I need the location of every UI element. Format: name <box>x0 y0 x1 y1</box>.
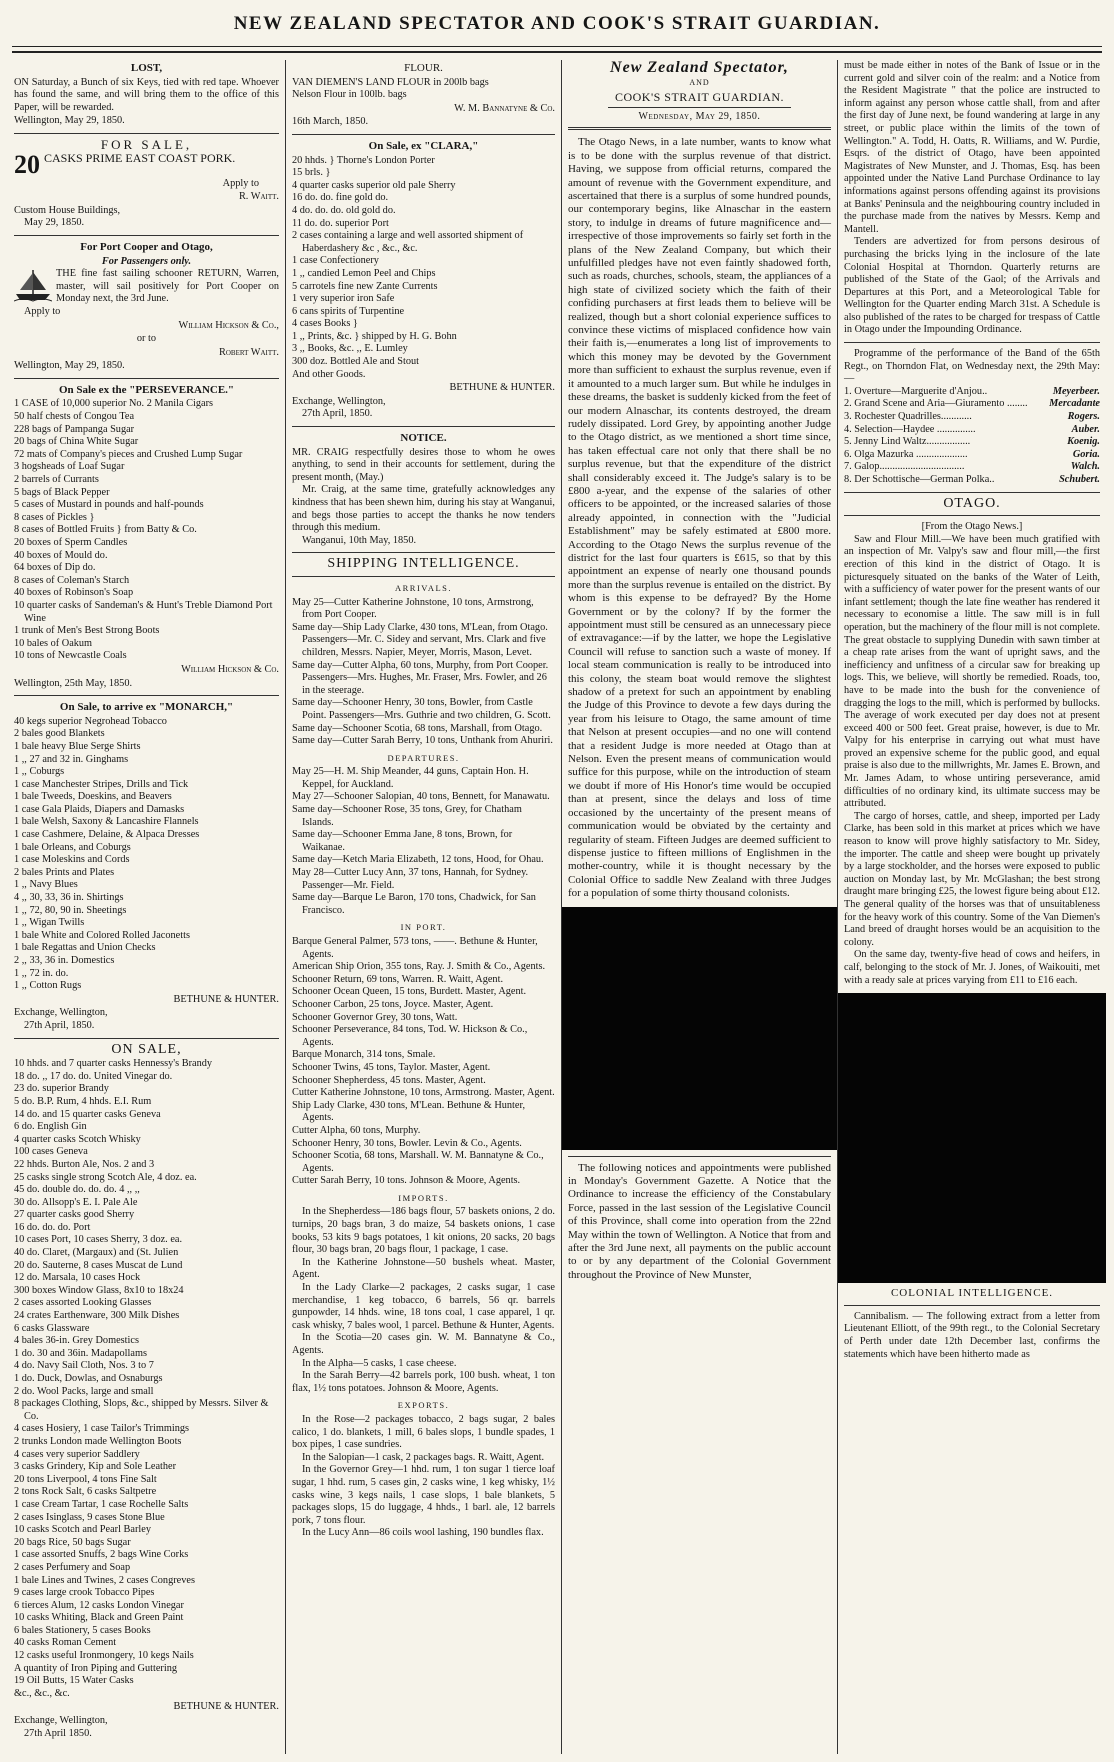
clara-list <box>292 155 555 382</box>
notice-body2: Mr. Craig, at the same time, gratefully acknowledges any kindness that has been shewn him, during his stay at Wanganui, and begs those parties to accept the thanks he now tenders through this medium. <box>292 484 555 534</box>
shipping-section <box>292 558 555 1540</box>
divider <box>292 576 555 577</box>
programme-row <box>844 461 1100 474</box>
list-item: 2 cases Isinglass, 9 cases Stone Blue <box>14 1511 165 1523</box>
masthead-title: NEW ZEALAND SPECTATOR AND COOK'S STRAIT GUARDIAN. <box>233 13 881 34</box>
list-item: 72 mats of Company's pieces and Crushed Lump Sugar <box>14 448 243 460</box>
list-item: In the Salopian—1 cask, 2 packages bags. R. Waitt, Agent. <box>302 1451 545 1463</box>
on-sale-list <box>14 1058 279 1700</box>
list-item: In the Lucy Ann—86 coils wool lashing, 190 bundles flax. <box>302 1527 544 1539</box>
list-item: 11 do. do. superior Port <box>292 217 389 229</box>
list-item: 1 bale Welsh, Saxony & Lancashire Flannels <box>14 816 199 828</box>
list-item: 10 quarter casks of Sandeman's & Hunt's Treble Diamond Port Wine <box>14 599 273 624</box>
list-item: 25 casks single strong Scotch Ale, 4 doz. ea. <box>14 1171 197 1183</box>
list-item: Barque General Palmer, 573 tons, ——. Bethune & Hunter, Agents. <box>292 936 538 960</box>
list-item: 16 do. do. fine gold do. <box>292 192 389 204</box>
arrivals-title: ARRIVALS. <box>394 582 453 593</box>
list-item: 8 cases of Bottled Fruits } from Batty & Co. <box>14 524 197 536</box>
for-sale-name: R. Waitt. <box>238 191 279 203</box>
programme-piece: 6. Olga Mazurka .................... <box>844 448 968 460</box>
list-item: 1 bale Lines and Twines, 2 cases Congreves <box>14 1574 195 1586</box>
flour-notice <box>292 62 555 129</box>
list-item: 1 ,, 72, 80, 90 in. Sheetings <box>14 904 127 916</box>
list-item: 6 bales Stationery, 5 cases Books <box>14 1624 151 1636</box>
divider <box>292 426 555 427</box>
divider <box>292 134 555 135</box>
list-item: 3 casks Grindery, Kip and Sole Leather <box>14 1461 177 1473</box>
list-item: 1 case assorted Snuffs, 2 bags Wine Corks <box>14 1549 189 1561</box>
list-item: 4 cases Hosiery, 1 case Tailor's Trimmings <box>14 1423 190 1435</box>
port-cooper-or: or to <box>136 333 157 345</box>
list-item: A quantity of Iron Piping and Guttering <box>14 1662 178 1674</box>
list-item: 2 cases containing a large and well assorted shipment of Haberdashery &c , &c., &c. <box>292 230 524 254</box>
list-item: 20 bags Rice, 50 bags Sugar <box>14 1536 131 1548</box>
list-item: Cutter Sarah Berry, 10 tons. Johnson & Moore, Agents. <box>292 1175 521 1187</box>
column-1 <box>8 60 286 1754</box>
list-item: Barque Monarch, 314 tons, Smale. <box>292 1049 436 1061</box>
port-cooper-name2: Robert Waitt. <box>218 346 279 358</box>
list-item: 1 case Moleskins and Cords <box>14 854 130 866</box>
list-item: And other Goods. <box>292 368 366 380</box>
programme-row <box>844 436 1100 449</box>
on-sale-place: Exchange, Wellington, <box>14 1715 108 1727</box>
list-item: 1 ,, Wigan Twills <box>14 917 85 929</box>
masthead-rule <box>12 46 1102 53</box>
list-item: 15 brls. } <box>292 167 331 179</box>
list-item: Same day—Schooner Scotia, 68 tons, Marshall, from Otago. <box>292 722 543 734</box>
list-item: 4 bales 36-in. Grey Domestics <box>14 1335 139 1347</box>
gazette-notices: The following notices and appointments were published in Monday's Government Gazette. A Notice that the Ordinance to increase the efficiency of the Constabulary Force, passed in the last session of the Legislative Council of this Province, shall come into operation from the 22nd May within the town of Wellington. A Notice that from and after the 3rd June next, all payments on the public account to or by any department of the Colonial Government throughout the Province of New Munster, <box>568 1161 831 1281</box>
lost-date: Wellington, May 29, 1850. <box>14 115 125 127</box>
imports-list <box>292 1206 555 1395</box>
column-3 <box>562 60 838 1754</box>
list-item: 5 cases of Mustard in pounds and half-pounds <box>14 499 204 511</box>
in-port-title: IN PORT. <box>400 922 447 933</box>
otago-body2: The cargo of horses, cattle, and sheep, imported per Lady Clarke, has been sold in this market at prices which we have reason to know will prove highly satisfactory to Mr. Sidey, the importer. The cattle and sheep were bought up privately by a large stockholder, and the horses were exposed to public auction on Monday last, by Mr. McGlashan; the best strong draught mare bringing £25, the lowest figure being about £12. The general quality of the horses was that of unsuitableness for the heavy work of this country. Some of the Van Diemen's Land breed of draught horses would be an acquisition to the colony. <box>844 810 1100 948</box>
port-cooper-date: Wellington, May 29, 1850. <box>14 360 125 372</box>
otago-title: OTAGO. <box>943 495 1001 511</box>
list-item: 1 CASE of 10,000 superior No. 2 Manila Cigars <box>14 398 214 410</box>
craig-notice <box>292 432 555 547</box>
programme-composer: Koenig. <box>1067 436 1100 448</box>
list-item: 30 do. Allsopp's E. I. Pale Ale <box>14 1196 138 1208</box>
for-sale-body <box>14 152 279 178</box>
on-sale-title: ON SALE, <box>111 1041 182 1057</box>
list-item: 3 hogsheads of Loaf Sugar <box>14 461 125 473</box>
list-item: Same day—Ship Lady Clarke, 430 tons, M'Lean, from Otago. Passengers—Mr. C. Sidey and servant, Mrs. Clark and five children, Messrs. Napier, Meyer, Morris, Mason, Levet. <box>292 621 548 658</box>
otago-source: [From the Otago News.] <box>921 521 1023 533</box>
list-item: In the Sarah Berry—42 barrels pork, 100 bush. wheat, 1 ton flax, 1½ tons potatoes. Johnson & Moore, Agents. <box>292 1370 555 1394</box>
programme-piece: 5. Jenny Lind Waltz................. <box>844 436 971 448</box>
list-item: 300 boxes Window Glass, 8x10 to 18x24 <box>14 1284 184 1296</box>
list-item: 8 cases of Pickles } <box>14 511 95 523</box>
list-item: 228 bags of Pampanga Sugar <box>14 423 135 435</box>
ship-icon <box>14 268 52 302</box>
programme-piece: 2. Grand Scene and Aria—Giuramento ........ <box>844 398 1028 410</box>
list-item: Schooner Governor Grey, 30 tons, Watt. <box>292 1011 458 1023</box>
redacted-block <box>562 907 837 1150</box>
imports-title: IMPORTS. <box>398 1192 449 1203</box>
programme-row <box>844 398 1100 411</box>
list-item: 12 casks useful Ironmongery, 10 kegs Nails <box>14 1650 194 1662</box>
editorial-and: AND <box>689 77 710 87</box>
divider <box>292 552 555 553</box>
list-item: 40 boxes of Mould do. <box>14 549 108 561</box>
programme-composer: Mercadante <box>1049 398 1100 410</box>
flour-title: FLOUR. <box>404 62 443 74</box>
list-item: 2 bales good Blankets <box>14 728 105 740</box>
lost-notice <box>14 62 279 128</box>
divider <box>14 1038 279 1039</box>
list-item: 19 Oil Butts, 15 Water Casks <box>14 1675 134 1687</box>
list-item: 10 bales of Oakum <box>14 637 93 649</box>
list-item: May 28—Cutter Lucy Ann, 37 tons, Hannah, for Sydney. Passenger—Mr. Field. <box>292 867 529 891</box>
list-item: 8 cases of Coleman's Starch <box>14 574 130 586</box>
programme-row <box>844 411 1100 424</box>
list-item: 5 carrotels fine new Zante Currents <box>292 280 438 292</box>
list-item: Cutter Alpha, 60 tons, Murphy. <box>292 1124 421 1136</box>
list-item: 300 doz. Bottled Ale and Stout <box>292 356 419 368</box>
list-item: 4 do. Navy Sail Cloth, Nos. 3 to 7 <box>14 1360 154 1372</box>
monarch-list <box>14 716 279 993</box>
list-item: 1 ,, Navy Blues <box>14 879 78 891</box>
editorial-date: Wednesday, May 29, 1850. <box>638 110 761 122</box>
perseverance-date: Wellington, 25th May, 1850. <box>14 677 133 689</box>
for-sale-number: 20 <box>14 151 40 178</box>
list-item: 2 barrels of Currants <box>14 474 99 486</box>
list-item: Same day—Cutter Sarah Berry, 10 tons, Unthank from Ahuriri. <box>292 735 553 747</box>
list-item: 1 bale heavy Blue Serge Shirts <box>14 740 141 752</box>
list-item: 40 casks Roman Cement <box>14 1637 117 1649</box>
list-item: 16 do. do. do. Port <box>14 1221 91 1233</box>
list-item: 1 bale White and Colored Rolled Jaconetts <box>14 929 190 941</box>
clara-date: 27th April, 1850. <box>302 408 373 420</box>
list-item: 1 ,, Coburgs <box>14 766 65 778</box>
flour-line2: Nelson Flour in 100lb. bags <box>292 89 407 101</box>
clara-notice <box>292 140 555 421</box>
divider <box>608 107 791 108</box>
list-item: Schooner Return, 69 tons, Warren. R. Waitt, Agent. <box>292 973 504 985</box>
list-item: 2 ,, 33, 36 in. Domestics <box>14 955 115 966</box>
exports-title: EXPORTS. <box>397 1400 450 1411</box>
programme-piece: 4. Selection—Haydee ............... <box>844 423 976 435</box>
port-cooper-apply: Apply to <box>24 305 61 317</box>
list-item: 1 bale Orleans, and Coburgs <box>14 841 131 853</box>
list-item: &c., &c., &c. <box>14 1687 70 1699</box>
programme-composer: Auber. <box>1071 423 1100 435</box>
list-item: 2 cases Perfumery and Soap <box>14 1561 131 1573</box>
list-item: 4 cases very superior Saddlery <box>14 1448 140 1460</box>
monarch-sig: BETHUNE & HUNTER. <box>173 993 279 1005</box>
otago-body3: On the same day, twenty-five head of cows and heifers, in calf, belonging to the stock of Mr. J. Jones, of Waikouiti, met with a ready sale at prices varying from £11 to £16 each. <box>844 949 1100 986</box>
divider <box>14 378 279 379</box>
divider <box>844 342 1100 343</box>
columns <box>8 60 1106 1754</box>
perseverance-title: On Sale ex the "PERSEVERANCE." <box>58 383 235 396</box>
list-item: 20 bags of China White Sugar <box>14 436 139 448</box>
list-item: In the Shepherdess—186 bags flour, 57 baskets onions, 2 do. turnips, 20 bags bran, 3 do maize, 54 baskets onions, 1 case books, 53 kits 9 bags potatoes, 1 kit onions, 20 sacks, 20 bags flour, 30 bags bran, 20 bags flour, 1 package, 1 case. <box>292 1206 555 1256</box>
list-item: 50 half chests of Congou Tea <box>14 411 135 423</box>
list-item: 24 crates Earthenware, 300 Milk Dishes <box>14 1310 180 1322</box>
list-item: 1 bale Regattas and Union Checks <box>14 942 156 954</box>
list-item: 2 bales Prints and Plates <box>14 866 115 878</box>
tenders-notice: Tenders are advertized for from persons desirous of purchasing the bricks lying in the inclosure of the late Colonial Hospital at Thorndon. Quarterly returns are published of the State of the Gaol; of the Arrivals and Departures at this Port, and a Meteorological Table for Wellington for the Quarter ending March 31st. A Schedule is also published of the rates to be charged for trespass of Cattle in Otago under the Impounding Ordinance. <box>844 236 1100 336</box>
list-item: Same day—Ketch Maria Elizabeth, 12 tons, Hood, for Ohau. <box>292 854 544 866</box>
clara-sig: BETHUNE & HUNTER. <box>449 382 555 394</box>
list-item: 4 cases Books } <box>292 318 358 330</box>
list-item: 18 do. ,, 17 do. do. United Vinegar do. <box>14 1070 173 1082</box>
programme-composer: Schubert. <box>1059 474 1100 485</box>
list-item: 12 do. Marsala, 10 cases Hock <box>14 1272 141 1284</box>
divider <box>844 492 1100 493</box>
list-item: 14 do. and 15 quarter casks Geneva <box>14 1108 161 1120</box>
list-item: 10 hhds. and 7 quarter casks Hennessy's Brandy <box>14 1058 213 1070</box>
flour-date: 16th March, 1850. <box>292 116 369 128</box>
list-item: 2 tons Rock Salt, 6 casks Saltpetre <box>14 1486 157 1498</box>
list-item: 4 quarter casks Scotch Whisky <box>14 1133 141 1145</box>
list-item: 20 tons Liverpool, 4 tons Fine Salt <box>14 1473 157 1485</box>
list-item: 6 cans spirits of Turpentine <box>292 305 405 317</box>
list-item: Same day—Schooner Henry, 30 tons, Bowler, from Castle Point. Passengers—Mrs. Guthrie and two children, G. Scott. <box>292 697 551 721</box>
programme-piece: 1. Overture—Marguerite d'Anjou.. <box>844 385 988 397</box>
clara-title: On Sale, ex "CLARA," <box>368 139 479 152</box>
list-item: In the Scotia—20 cases gin. W. M. Bannatyne & Co., Agents. <box>292 1332 555 1356</box>
programme-composer: Rogers. <box>1067 411 1100 423</box>
departures-list <box>292 766 555 917</box>
programme-piece: 8. Der Schottische—German Polka.. <box>844 474 995 485</box>
programme-composer: Walch. <box>1070 461 1100 473</box>
list-item: Schooner Scotia, 68 tons, Marshall. W. M. Bannatyne & Co., Agents. <box>292 1150 544 1174</box>
list-item: Same day—Cutter Alpha, 60 tons, Murphy, from Port Cooper. Passengers—Mrs. Hughes, Mr. Fraser, Mrs. Fowler, and 26 in the steerage. <box>292 659 549 696</box>
programme-piece: 7. Galop................................. <box>844 461 965 473</box>
list-item: 20 hhds. } Thorne's London Porter <box>292 154 435 166</box>
divider <box>844 515 1100 516</box>
list-item: Schooner Henry, 30 tons, Bowler. Levin & Co., Agents. <box>292 1137 522 1149</box>
on-sale-notice <box>14 1041 279 1741</box>
monarch-title: On Sale, to arrive ex "MONARCH," <box>59 701 234 714</box>
list-item: 1 ,, Cotton Rugs <box>14 980 82 992</box>
list-item: Ship Lady Clarke, 430 tons, M'Lean. Bethune & Hunter, Agents. <box>292 1099 526 1124</box>
flour-sig: W. M. Bannatyne & Co. <box>454 102 555 114</box>
list-item: 1 do. 30 and 36in. Madapollams <box>14 1347 147 1359</box>
arrivals-list <box>292 597 555 748</box>
list-item: May 25—H. M. Ship Meander, 44 guns, Captain Hon. H. Keppel, for Auckland. <box>292 766 529 790</box>
programme-composer: Meyerbeer. <box>1052 385 1100 397</box>
port-cooper-body: THE fine fast sailing schooner RETURN, Warren, master, will sail positively for Port Cooper on Monday next, the 3rd June. <box>56 268 279 305</box>
list-item: 40 do. Claret, (Margaux) and (St. Julien <box>14 1247 179 1259</box>
editorial-body: The Otago News, in a late number, wants to know what is to be done with the surplus revenue of that district. Having, we suppose from official returns, compared the amount of revenue with the Government expenditure, and ascertained that there is a surplus of some hundred pounds, our contemporary begins, like Alnaschar in the eastern story, to indulge in dreams of future magnificence and—irrespective of those improvements so fairly set forth in the plans of the New Zealand Company, but which their unfulfilled pledges have not even faintly shadowed forth, such as roads, churches, schools, steam, the appliances of a high state of civilized society which the faith of their confiding purchasers at first leads them to believe will be realized, though but a short colonial experience suffices to convince these victims of misplaced confidence how vain their faith is,—enumerates a long list of improvements to which this money may be devoted by the Government more than sufficient to exhaust the surplus revenue, even if it amounted to a much larger sum. But while he indulges in these dreams, the basket is suddenly kicked from the feet of our modern Alnaschar, its contents destroyed, the dream rudely dissipated. Lord Grey, by appointing another Judge to the Otago district, as we mentioned a short time since, has taken effectual care not only that there shall be no surplus revenue, but that the expenditure of the district shall considerably exceed it. The Judge's salary is to be £800 a-year, and the expense of the salaries of other officers to be appointed, or the increased salaries of those already appointed, in connection with the "Judicial Establishment" may be safely estimated at £800 more. According to the Otago News the surplus revenue of the district for the last four quarters is £615, so that by this appointment an expense of nearly one thousand pounds more than the surplus revenue is entailed on the district. By whom is this expense to be defrayed? By the Home Government or by the colony? If by the former the appointment must still be censured as an unnecessary piece of extravagance:—if by the latter, we hope the Legislative Council will refuse to sanction such a waste of money. If local steam communication is really to be introduced into this colony, the steam boat would remove the slightest shadow of a pretext for such an appointment by enabling the Judge of this Province to devote a few days during the year from his leisure to Otago, the same amount of time that Nelson at present occupies—and no one will contend that a resident Judge is more needed at Otago than at Nelson. Even the present means of communication would suffice for this purpose, while on the introduction of steam we doubt if more of His Honor's time would be occupied than at present, since the delays and loss of time occasioned by the uncertainty of the present means of communication would be obviated by the certainty and regularity of steam. Fifteen Judges are deemed sufficient to dispense justice to fifteen millions of Englishmen in the mother-country, while it is thought necessary by the Colonial Office to saddle New Zealand with three Judges for a population of some thirty thousand colonists. <box>568 136 832 900</box>
list-item: 45 do. double do. do. do. 4 ,, ,, <box>14 1184 140 1196</box>
on-sale-date: 27th April 1850. <box>24 1727 92 1739</box>
programme-intro: Programme of the performance of the Band of the 65th Regt., on Thorndon Flat, on Wednesday next, the 29th May:— <box>844 348 1100 385</box>
list-item: 100 cases Geneva <box>14 1146 88 1158</box>
list-item: Same day—Schooner Emma Jane, 8 tons, Brown, for Waikanae. <box>292 829 513 853</box>
editorial-title: New Zealand Spectator, <box>610 60 789 76</box>
list-item: 4 ,, 30, 33, 36 in. Shirtings <box>14 892 124 904</box>
list-item: 1 ,, candied Lemon Peel and Chips <box>292 267 436 279</box>
list-item: 1 ,, 27 and 32 in. Ginghams <box>14 753 129 765</box>
perseverance-notice <box>14 384 279 690</box>
list-item: 10 cases Port, 10 cases Sherry, 3 doz. ea. <box>14 1234 183 1246</box>
port-cooper-subtitle: For Passengers only. <box>101 255 192 267</box>
list-item: May 27—Schooner Salopian, 40 tons, Bennett, for Manawatu. <box>292 791 550 803</box>
perseverance-sig: William Hickson & Co. <box>181 663 279 675</box>
list-item: 5 do. B.P. Rum, 4 hhds. E.I. Rum <box>14 1095 152 1107</box>
list-item: 1 case Cream Tartar, 1 case Rochelle Salts <box>14 1498 189 1510</box>
notice-date: Wanganui, 10th May, 1850. <box>302 534 417 546</box>
list-item: Cutter Katherine Johnstone, 10 tons, Armstrong. Master, Agent. <box>292 1087 555 1099</box>
list-item: 40 boxes of Robinson's Soap <box>14 587 134 599</box>
list-item: 27 quarter casks good Sherry <box>14 1209 135 1221</box>
programme-row <box>844 474 1100 487</box>
list-item: 23 do. superior Brandy <box>14 1083 109 1095</box>
list-item: 40 kegs superior Negrohead Tobacco <box>14 715 167 727</box>
list-item: 1 ,, Prints, &c. } shipped by H. G. Bohn <box>292 330 457 342</box>
for-sale-address: Custom House Buildings, <box>14 204 121 216</box>
list-item: 10 casks Scotch and Pearl Barley <box>14 1524 151 1536</box>
on-sale-sig: BETHUNE & HUNTER. <box>173 1701 279 1713</box>
exports-list <box>292 1414 555 1540</box>
list-item: 5 bags of Black Pepper <box>14 486 110 498</box>
departures-title: DEPARTURES. <box>387 752 460 763</box>
divider <box>568 1156 831 1157</box>
shipping-title: SHIPPING INTELLIGENCE. <box>327 556 520 572</box>
list-item: 6 do. English Gin <box>14 1121 87 1133</box>
list-item: 1 do. Duck, Dowlas, and Osnaburgs <box>14 1373 163 1384</box>
editorial-subtitle: COOK'S STRAIT GUARDIAN. <box>614 90 785 105</box>
list-item: May 25—Cutter Katherine Johnstone, 10 tons, Armstrong, from Port Cooper. <box>292 596 534 621</box>
lost-title: LOST, <box>130 62 163 74</box>
divider <box>568 127 831 130</box>
list-item: 64 boxes of Dip do. <box>14 562 96 574</box>
list-item: 10 casks Whiting, Black and Green Paint <box>14 1612 184 1624</box>
for-sale-notice <box>14 136 279 230</box>
perseverance-list <box>14 398 279 662</box>
list-item: 1 very superior iron Safe <box>292 293 395 305</box>
colonial-title: COLONIAL INTELLIGENCE. <box>890 1287 1054 1300</box>
flour-body: VAN DIEMEN'S LAND FLOUR in 200lb bags <box>292 76 489 88</box>
list-item: Same day—Schooner Rose, 35 tons, Grey, for Chatham Islands. <box>292 804 522 828</box>
list-item: 1 case Confectionery <box>292 255 379 267</box>
list-item: 4 quarter casks superior old pale Sherry <box>292 179 456 191</box>
list-item: In the Rose—2 packages tobacco, 2 bags sugar, 2 bales calico, 1 do. blankets, 1 mill, 6 bales slops, 1 bundle spades, 1 box pipes, 1 case sundries. <box>292 1413 555 1451</box>
list-item: 6 casks Glassware <box>14 1322 90 1334</box>
divider <box>14 695 279 696</box>
for-sale-heading: FOR SALE, <box>100 136 193 152</box>
list-item: 8 packages Clothing, Slops, &c., shipped by Messrs. Silver & Co. <box>14 1398 269 1422</box>
divider <box>844 1305 1100 1306</box>
list-item: 1 ,, 72 in. do. <box>14 967 69 979</box>
monarch-date: 27th April, 1850. <box>24 1019 95 1031</box>
list-item: Same day—Barque Le Baron, 170 tons, Chadwick, for San Francisco. <box>292 892 536 916</box>
column-2 <box>286 60 562 1754</box>
list-item: In the Alpha—5 casks, 1 case cheese. <box>302 1357 457 1369</box>
for-sale-date: May 29, 1850. <box>24 217 85 229</box>
clara-place: Exchange, Wellington, <box>292 395 386 407</box>
divider <box>14 133 279 134</box>
port-cooper-name1: William Hickson & Co., <box>178 319 279 331</box>
list-item: 6 tierces Alum, 12 casks London Vinegar <box>14 1599 184 1611</box>
list-item: 9 cases large crook Tobacco Pipes <box>14 1587 155 1599</box>
list-item: 1 case Manchester Stripes, Drills and Tick <box>14 778 189 790</box>
list-item: American Ship Orion, 355 tons, Ray. J. Smith & Co., Agents. <box>292 961 546 973</box>
lost-body: ON Saturday, a Bunch of six Keys, tied with red tape. Whoever has found the same, and will bring them to the office of this Paper, will be rewarded. <box>14 76 279 113</box>
programme-piece: 3. Rochester Quadrilles............ <box>844 411 972 423</box>
list-item: Schooner Carbon, 25 tons, Joyce. Master, Agent. <box>292 998 494 1010</box>
list-item: In the Governor Grey—1 hhd. rum, 1 ton sugar 1 tierce loaf sugar, 1 hhd. rum, 5 cases gin, 2 casks wine, 1 keg whisky, 1½ casks wine, 3 kegs nails, 1 case slops, 1 bale blankets, 5 packages slops, 15 do luggage, 4 hhds., 1 barl. ale, 12 barrels pork, 7 tons flour. <box>292 1464 555 1526</box>
colonial-body: Cannibalism. — The following extract from a letter from Lieutenant Elliott, of the 99th regt., to the Colonial Secretary of Perth under date 12th December last, confirms the statements which have been hitherto made as <box>844 1310 1100 1360</box>
list-item: 20 do. Sauterne, 8 cases Muscat de Lund <box>14 1259 183 1271</box>
list-item: 1 trunk of Men's Best Strong Boots <box>14 625 160 637</box>
programme-row <box>844 424 1100 437</box>
list-item: 1 case Cashmere, Delaine, & Alpaca Dresses <box>14 829 200 841</box>
divider <box>14 235 279 236</box>
column-4 <box>838 60 1106 1754</box>
list-item: 1 case Gala Plaids, Diapers and Damasks <box>14 803 185 815</box>
port-cooper-title: For Port Cooper and Otago, <box>80 240 213 253</box>
for-sale-text: CASKS PRIME EAST COAST PORK. <box>44 151 236 165</box>
notice-body: MR. CRAIG respectfully desires those to whom he owes anything, to send in their accounts for settlement, during the present month, (May.) <box>292 446 555 483</box>
programme-row <box>844 386 1100 399</box>
in-port-list <box>292 936 555 1188</box>
list-item: 20 boxes of Sperm Candles <box>14 537 128 548</box>
list-item: In the Lady Clarke—2 packages, 2 casks sugar, 1 case merchandise, 1 keg tobacco, 6 barrels, 56 qr. barrels gunpowder, 14 hhds. wine, 18 tons coal, 1 case apparel, 1 qr. cask whisky, 7 bales wool, 1 parcel. Bethune & Hunter, Agents. <box>292 1282 555 1331</box>
list-item: In the Katherine Johnstone—50 bushels wheat. Master, Agent. <box>292 1256 555 1281</box>
list-item: Schooner Ocean Queen, 15 tons, Burdett. Master, Agent. <box>292 986 527 998</box>
gazette-continued: must be made either in notes of the Bank of Issue or in the current gold and silver coin of the realm: and a Notice from the Resident Magistrate " that the police are instructed to inform against any person whose cattle shall, from and after the first day of June next, be found wandering at large in any street, or public place within the limits of the town of Wellington." A. Todd, H. Oatts, R. Williams, and W. Purdie, Esqrs. of the district of Otago, have been appointed Magistrates of New Munster, and J. Thomas, Esq. has been appointed under the Native Land Purchase Ordinance to lay informations against persons offending against its provisions at Banks' Peninsula and the neighbouring country included in the purchase made from the natives by Messrs. Kemp and Mantell. <box>844 60 1100 235</box>
list-item: 22 hhds. Burton Ale, Nos. 2 and 3 <box>14 1158 155 1170</box>
list-item: 2 cases assorted Looking Glasses <box>14 1297 152 1309</box>
for-sale-apply: Apply to <box>222 177 259 189</box>
list-item: 2 trunks London made Wellington Boots <box>14 1435 182 1447</box>
list-item: Schooner Shepherdess, 45 tons. Master, Agent. <box>292 1074 486 1086</box>
programme-list <box>844 386 1100 487</box>
monarch-place: Exchange, Wellington, <box>14 1007 108 1019</box>
list-item: 2 do. Wool Packs, large and small <box>14 1385 154 1397</box>
monarch-notice <box>14 701 279 1032</box>
port-cooper-notice <box>14 241 279 373</box>
notice-title: NOTICE. <box>400 432 447 445</box>
list-item: 10 tons of Newcastle Coals <box>14 650 127 662</box>
list-item: 1 bale Tweeds, Doeskins, and Beavers <box>14 791 172 803</box>
otago-body: Saw and Flour Mill.—We have been much gratified with an inspection of Mr. Valpy's saw and flour mill,—the first erection of this kind in the district of Otago. It is picturesquely situated on the banks of the Water of Leith, with a sufficiency of water power for the present wants of our infant settlement; though the late fine weather has rendered it necessary to economise a little. The saw mill is in full operation, but the machinery of the flour mill is not complete. The great obstacle to supplying Dunedin with sawn timber at a cheap rate arises from the want of upright saws, and the inefficiency and unfitness of a circular saw for breaking up logs. This, we believe, will shortly be remedied. Roads, too, have to be made into the bush for the convenience of dragging the logs to the mill, which is performed by bullocks. The average of work executed per day does not at present exceed 400 or 500 feet. Great praise, however, is due to Mr. Valpy for his enterprise in carrying out what must have proved an expensive scheme for the public good, and equal praise is also due to the millwrights, Mr. James E. Brown, and Mr. James Adam, to whose untiring perseverance, amid difficulties of no ordinary kind, its ultimate success may be attributed. <box>844 533 1100 810</box>
programme-row <box>844 449 1100 462</box>
list-item: Schooner Perseverance, 84 tons, Tod. W. Hickson & Co., Agents. <box>292 1024 528 1048</box>
redacted-block <box>838 993 1106 1283</box>
list-item: 4 do. do. do. old gold do. <box>292 204 396 216</box>
list-item: Schooner Twins, 45 tons, Taylor. Master, Agent. <box>292 1061 491 1073</box>
programme-composer: Goria. <box>1072 448 1100 460</box>
list-item: 3 ,, Books, &c. ,, E. Lumley <box>292 343 408 355</box>
